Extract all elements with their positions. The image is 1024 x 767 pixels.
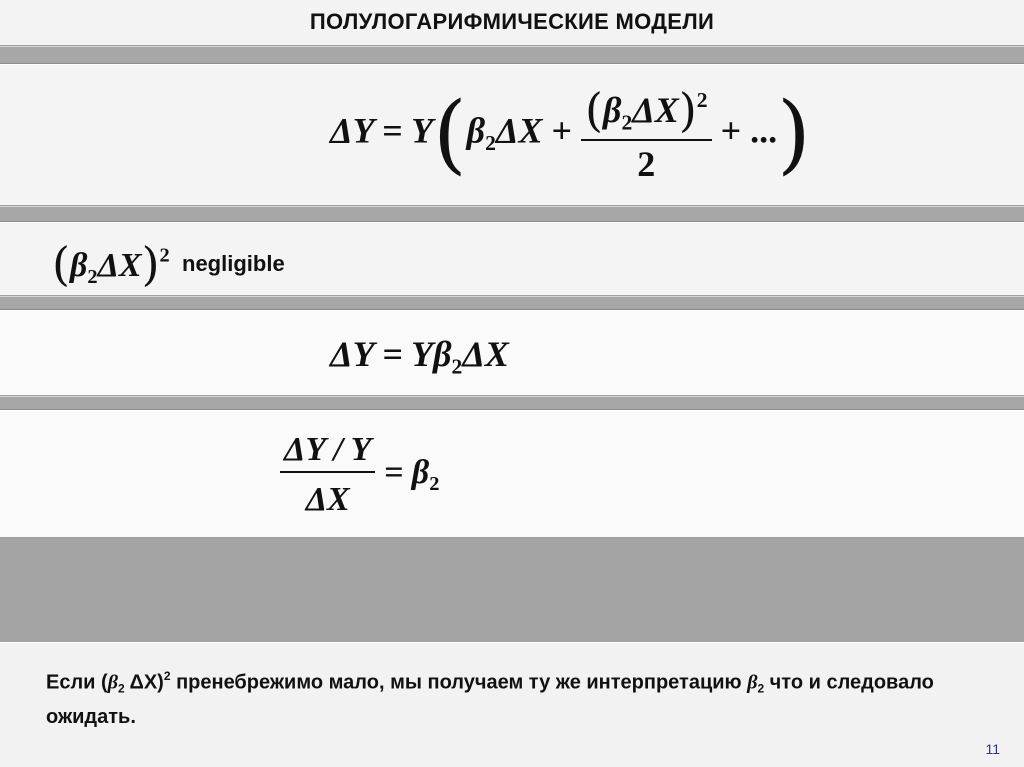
fraction: $\frac{(\beta_2\Delta X)^2}{2}$ [581, 83, 712, 185]
formula-term: = β [383, 453, 430, 491]
conclusion-segment: что и следовало ожидать. [46, 671, 934, 728]
formula-panel-4 [0, 410, 1024, 538]
formula-term: ΔX [632, 90, 679, 130]
formula-term: Y [411, 110, 434, 151]
right-paren: ) [777, 84, 811, 184]
conclusion-segment: 2 [757, 681, 765, 696]
empty-panel [0, 538, 1024, 642]
formula-term: 2 [696, 87, 708, 112]
formula-term: β [466, 110, 486, 151]
formula-panel-3 [0, 310, 1024, 396]
formula-term: ΔX [462, 334, 509, 374]
conclusion-segment: ΔX) [124, 671, 164, 694]
separator-bar [0, 206, 1024, 222]
conclusion-segment: Если ( [46, 671, 108, 694]
formula-term: ΔY [330, 110, 374, 151]
formula-panel-1 [0, 64, 1024, 206]
separator-bar [0, 46, 1024, 64]
formula-term: ΔX [495, 110, 543, 151]
formula-term: 2 [159, 244, 170, 267]
formula-negligible-term: $(\beta_2\Delta X)^2$ [52, 237, 170, 291]
page-number: 11 [985, 741, 1000, 757]
left-paren: ( [433, 84, 467, 184]
conclusion-segment: 2 [117, 681, 125, 696]
fraction [280, 431, 375, 519]
conclusion-segment: пренебрежимо мало, мы получаем ту же интерпретацию [170, 671, 748, 694]
formula-term: 2 [451, 354, 463, 379]
formula-term: ΔX [280, 471, 375, 519]
formula-term: β [602, 90, 622, 130]
separator-bar [0, 396, 1024, 410]
separator-bar [0, 296, 1024, 310]
formula-panel-2 [0, 222, 1024, 296]
conclusion-text [46, 662, 966, 731]
formula-term: + [551, 110, 573, 151]
formula-delta-y-expansion [330, 83, 811, 185]
formula-term: 2 [621, 110, 633, 135]
formula-delta-y-approx [330, 333, 509, 380]
formula-term: 2 [87, 266, 98, 289]
formula-term: β [69, 247, 88, 284]
slide-title: ПОЛУЛОГАРИФМИЧЕСКИЕ МОДЕЛИ [309, 9, 715, 34]
formula-term: = [382, 110, 403, 151]
formula-term: 2 [485, 130, 496, 155]
formula-term: ΔX [97, 247, 142, 284]
formula-term: ΔY = Yβ [330, 334, 452, 374]
conclusion-segment: 2 [163, 669, 171, 683]
formula-term: ΔY / Y [284, 431, 372, 468]
conclusion-segment: β [107, 671, 118, 694]
formula-relative-change [280, 431, 439, 519]
conclusion-segment: β [747, 671, 758, 694]
negligible-label: negligible [182, 251, 285, 276]
formula-term: 2 [581, 139, 712, 185]
formula-term: + ... [720, 110, 778, 151]
formula-term: 2 [429, 472, 440, 495]
title-panel [0, 0, 1024, 46]
